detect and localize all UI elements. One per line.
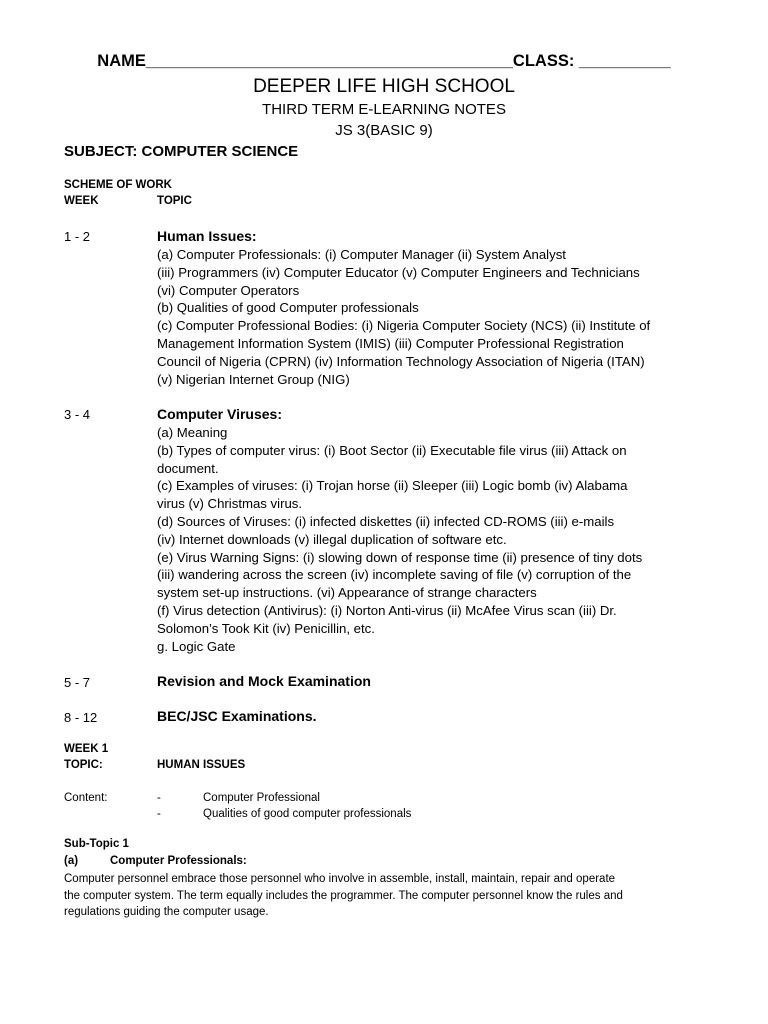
topic-line: (e) Virus Warning Signs: (i) slowing down of response time (ii) presence of tiny dots xyxy=(157,549,643,565)
topic-heading: Revision and Mock Examination xyxy=(157,673,371,689)
scheme-row-week: 3 - 4 xyxy=(64,407,91,422)
paragraph-line: Computer personnel embrace those personnel who involve in assemble, install, maintain, repair and operate xyxy=(64,873,616,885)
scheme-col-week: WEEK xyxy=(64,195,99,207)
paragraph xyxy=(64,871,714,921)
content-item: Computer Professional xyxy=(203,792,320,804)
week1-topic-value: HUMAN ISSUES xyxy=(157,759,246,771)
school-name: DEEPER LIFE HIGH SCHOOL xyxy=(253,76,515,97)
scheme-title: SCHEME OF WORK xyxy=(64,179,172,191)
content-bullet: - xyxy=(157,792,161,804)
topic-line: (b) Types of computer virus: (i) Boot Sector (ii) Executable file virus (iii) Attack on xyxy=(157,442,627,458)
week1-label: WEEK 1 xyxy=(64,743,109,755)
topic-line: (vi) Computer Operators xyxy=(157,282,300,298)
topic-line: (iv) Internet downloads (v) illegal duplication of software etc. xyxy=(157,531,507,547)
scheme-row-week: 8 - 12 xyxy=(64,710,98,725)
topic-line: Council of Nigeria (CPRN) (iv) Information Technology Association of Nigeria (ITAN) xyxy=(157,353,645,369)
topic-line: (iii) wandering across the screen (iv) incomplete saving of file (v) corruption of the xyxy=(157,567,632,583)
topic-heading: BEC/JSC Examinations. xyxy=(157,708,317,724)
week1-topic-label: TOPIC: xyxy=(64,759,103,771)
paragraph-line: the computer system. The term equally includes the programmer. The computer personnel know the rules and xyxy=(64,889,623,902)
scheme-col-topic: TOPIC xyxy=(157,195,192,207)
topic-line: Solomon’s Took Kit (iv) Penicillin, etc. xyxy=(157,620,375,636)
topic-line: (iii) Programmers (iv) Computer Educator (v) Computer Engineers and Technicians xyxy=(157,264,640,280)
topic-line: system set-up instructions. (vi) Appearance of strange characters xyxy=(157,585,537,601)
topic-line: virus (v) Christmas virus. xyxy=(157,496,303,512)
section-marker: (a) xyxy=(64,855,79,867)
notes-title: THIRD TERM E-LEARNING NOTES xyxy=(262,101,506,118)
class-level: JS 3(BASIC 9) xyxy=(335,122,433,139)
topic-line: Management Information System (IMIS) (iii) Computer Professional Registration xyxy=(157,335,624,351)
scheme-row-topic xyxy=(157,405,717,655)
scheme-row-topic xyxy=(157,707,717,726)
topic-line: (f) Virus detection (Antivirus): (i) Norton Anti-virus (ii) McAfee Virus scan (iii) Dr. xyxy=(157,602,617,618)
content-bullet: - xyxy=(157,808,161,820)
topic-heading: Computer Viruses: xyxy=(157,406,282,422)
content-label: Content: xyxy=(64,792,108,804)
topic-line: (a) Meaning xyxy=(157,425,228,440)
topic-heading: Human Issues: xyxy=(157,228,257,244)
topic-line: (c) Examples of viruses: (i) Trojan horse (ii) Sleeper (iii) Logic bomb (iv) Alabama xyxy=(157,478,628,494)
section-title: Computer Professionals: xyxy=(110,855,247,867)
paragraph-line: regulations guiding the computer usage. xyxy=(64,906,269,918)
scheme-row-week: 5 - 7 xyxy=(64,675,91,690)
scheme-row-topic xyxy=(157,672,717,691)
subject-heading: SUBJECT: COMPUTER SCIENCE xyxy=(64,143,299,160)
topic-line: document. xyxy=(157,460,219,476)
topic-line: (a) Computer Professionals: (i) Computer Manager (ii) System Analyst xyxy=(157,247,566,262)
topic-line: (c) Computer Professional Bodies: (i) Nigeria Computer Society (NCS) (ii) Institute of xyxy=(157,318,651,334)
subtopic-heading: Sub-Topic 1 xyxy=(64,838,129,850)
name-class-line: NAME________________________________________CLASS: __________ xyxy=(97,52,671,70)
topic-line: (b) Qualities of good Computer professionals xyxy=(157,300,419,316)
topic-line: (v) Nigerian Internet Group (NIG) xyxy=(157,371,350,387)
scheme-row-topic xyxy=(157,227,717,388)
topic-line: g. Logic Gate xyxy=(157,638,236,654)
content-item: Qualities of good computer professionals xyxy=(203,808,412,820)
scheme-row-week: 1 - 2 xyxy=(64,229,91,244)
topic-line: (d) Sources of Viruses: (i) infected diskettes (ii) infected CD-ROMS (iii) e-mails xyxy=(157,513,615,529)
